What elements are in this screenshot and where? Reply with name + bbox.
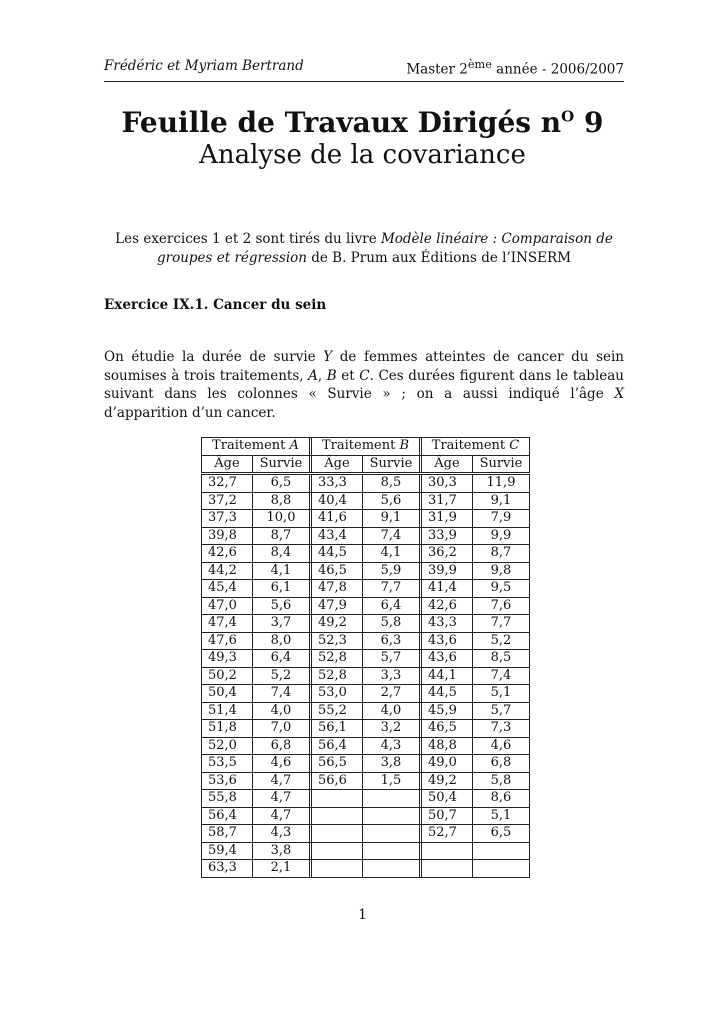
survie-cell: 3,7: [253, 615, 310, 633]
survie-cell: 2,1: [253, 860, 310, 878]
age-cell: 37,2: [202, 492, 253, 510]
survie-cell: 8,8: [253, 492, 310, 510]
survie-cell: 5,6: [253, 597, 310, 615]
survie-cell: 4,7: [253, 790, 310, 808]
table-column-header: [202, 455, 530, 474]
survie-cell: 7,9: [473, 510, 530, 528]
para-text: et: [336, 367, 360, 384]
age-cell: 58,7: [202, 825, 253, 843]
survie-cell: 7,4: [363, 527, 420, 545]
survie-cell: 6,5: [253, 474, 310, 493]
intro-book-title: Modèle linéaire : Comparaison de groupes et régression: [156, 231, 613, 266]
age-cell: 46,5: [312, 562, 363, 580]
age-cell: 40,4: [312, 492, 363, 510]
survie-cell: 8,7: [253, 527, 310, 545]
title-sup: O: [561, 107, 575, 126]
age-cell: 47,6: [202, 632, 253, 650]
age-cell: 52,8: [312, 667, 363, 685]
table-row: [202, 562, 530, 580]
table-row: [202, 860, 530, 878]
col-survie: Survie: [363, 455, 420, 474]
col-survie: Survie: [253, 455, 310, 474]
survie-cell: 2,7: [363, 685, 420, 703]
header-course: [406, 58, 624, 78]
age-cell: 50,2: [202, 667, 253, 685]
age-cell: 47,8: [312, 580, 363, 598]
survie-cell: 3,8: [253, 842, 310, 860]
age-cell: 52,8: [312, 650, 363, 668]
survie-cell: 4,0: [253, 702, 310, 720]
survie-cell: 4,3: [363, 737, 420, 755]
survie-cell: 5,1: [473, 807, 530, 825]
header-course-level: Master 2: [406, 61, 468, 78]
survie-cell: 3,8: [363, 755, 420, 773]
group-letter: A: [289, 438, 299, 453]
col-age: Âge: [312, 455, 363, 474]
group-letter: B: [399, 438, 410, 453]
page-title: [0, 106, 725, 139]
age-cell: 43,6: [422, 650, 473, 668]
header-course-sup: ème: [467, 58, 492, 71]
survie-cell: 5,9: [363, 562, 420, 580]
age-cell: 52,0: [202, 737, 253, 755]
header-course-year: année - 2006/2007: [491, 61, 624, 78]
survie-cell: 4,1: [253, 562, 310, 580]
survie-cell: 6,4: [253, 650, 310, 668]
col-survie: Survie: [473, 455, 530, 474]
survie-cell: 9,1: [473, 492, 530, 510]
table-row: [202, 545, 530, 563]
age-cell: 43,6: [422, 632, 473, 650]
table-row: [202, 510, 530, 528]
survie-cell: 7,3: [473, 720, 530, 738]
table-body: [202, 474, 530, 878]
age-cell: 39,8: [202, 527, 253, 545]
table-group-header: [202, 438, 530, 456]
survie-cell: [363, 842, 420, 860]
para-text: de femmes atteintes de cancer du sein soumises à trois traitements,: [104, 349, 625, 384]
age-cell: 46,5: [422, 720, 473, 738]
survie-cell: 10,0: [253, 510, 310, 528]
survie-cell: 8,7: [473, 545, 530, 563]
survie-cell: 3,2: [363, 720, 420, 738]
table-row: [202, 825, 530, 843]
survie-cell: 8,6: [473, 790, 530, 808]
var-a: A: [308, 367, 318, 384]
age-cell: 55,2: [312, 702, 363, 720]
survie-cell: 7,7: [363, 580, 420, 598]
survie-cell: 5,2: [473, 632, 530, 650]
group-header-c: [422, 438, 530, 456]
age-cell: 56,4: [312, 737, 363, 755]
survie-cell: 11,9: [473, 474, 530, 493]
age-cell: 45,4: [202, 580, 253, 598]
survie-cell: [473, 842, 530, 860]
age-cell: 30,3: [422, 474, 473, 493]
age-cell: 31,9: [422, 510, 473, 528]
survie-cell: [363, 825, 420, 843]
age-cell: 63,3: [202, 860, 253, 878]
survie-cell: 4,1: [363, 545, 420, 563]
table-row: [202, 597, 530, 615]
survival-table: [201, 437, 530, 878]
page-subtitle: Analyse de la covariance: [199, 140, 526, 170]
age-cell: 43,4: [312, 527, 363, 545]
survie-cell: 5,6: [363, 492, 420, 510]
para-text: . Ces durées figurent dans le tableau suivant dans les colonnes « Survie » ; on a aussi indiqué l’âge: [104, 367, 624, 402]
age-cell: 51,4: [202, 702, 253, 720]
age-cell: 52,3: [312, 632, 363, 650]
survie-cell: 9,1: [363, 510, 420, 528]
page-number: 1: [358, 907, 367, 923]
age-cell: [312, 807, 363, 825]
group-label: Traitement: [431, 438, 510, 453]
var-x: X: [614, 386, 624, 402]
survie-cell: 7,0: [253, 720, 310, 738]
para-text: d’apparition d’un cancer.: [104, 404, 276, 421]
survie-cell: 8,5: [363, 474, 420, 493]
table-row: [202, 580, 530, 598]
table-row: [202, 667, 530, 685]
survie-cell: 9,9: [473, 527, 530, 545]
survie-cell: 5,7: [363, 650, 420, 668]
age-cell: 47,4: [202, 615, 253, 633]
group-header-a: [202, 438, 310, 456]
age-cell: 49,2: [422, 772, 473, 790]
survie-cell: 3,3: [363, 667, 420, 685]
survie-cell: 5,8: [473, 772, 530, 790]
age-cell: 45,9: [422, 702, 473, 720]
table-row: [202, 650, 530, 668]
age-cell: 33,3: [312, 474, 363, 493]
age-cell: 59,4: [202, 842, 253, 860]
age-cell: 31,7: [422, 492, 473, 510]
age-cell: 39,9: [422, 562, 473, 580]
age-cell: 49,0: [422, 755, 473, 773]
group-header-b: [312, 438, 420, 456]
table-row: [202, 685, 530, 703]
col-age: Âge: [422, 455, 473, 474]
group-letter: C: [509, 438, 520, 453]
age-cell: 53,0: [312, 685, 363, 703]
age-cell: 42,6: [422, 597, 473, 615]
var-c: C: [359, 367, 370, 384]
age-cell: 56,6: [312, 772, 363, 790]
survie-cell: 8,5: [473, 650, 530, 668]
exercise-paragraph: [104, 348, 624, 422]
survie-cell: 9,8: [473, 562, 530, 580]
survie-cell: 8,0: [253, 632, 310, 650]
age-cell: [312, 790, 363, 808]
age-cell: 56,5: [312, 755, 363, 773]
group-label: Traitement: [321, 438, 400, 453]
title-text: Feuille de Travaux Dirigés n: [121, 106, 562, 139]
survie-cell: [363, 790, 420, 808]
survie-cell: [473, 860, 530, 878]
var-y: Y: [323, 349, 333, 365]
table-row: [202, 737, 530, 755]
survie-cell: [363, 860, 420, 878]
survie-cell: 5,2: [253, 667, 310, 685]
table-row: [202, 772, 530, 790]
survie-cell: 8,4: [253, 545, 310, 563]
age-cell: 41,4: [422, 580, 473, 598]
table-row: [202, 527, 530, 545]
age-cell: 44,1: [422, 667, 473, 685]
table-row: [202, 632, 530, 650]
age-cell: 36,2: [422, 545, 473, 563]
age-cell: 49,2: [312, 615, 363, 633]
age-cell: [422, 860, 473, 878]
survie-cell: 6,5: [473, 825, 530, 843]
age-cell: 47,9: [312, 597, 363, 615]
para-text: On étudie la durée de survie: [104, 349, 324, 365]
age-cell: 41,6: [312, 510, 363, 528]
table-row: [202, 720, 530, 738]
age-cell: 56,4: [202, 807, 253, 825]
survie-cell: 6,4: [363, 597, 420, 615]
age-cell: 50,4: [422, 790, 473, 808]
survie-cell: 4,6: [473, 737, 530, 755]
age-cell: [422, 842, 473, 860]
age-cell: 32,7: [202, 474, 253, 493]
age-cell: [312, 860, 363, 878]
age-cell: 48,8: [422, 737, 473, 755]
survie-cell: 5,7: [473, 702, 530, 720]
age-cell: 55,8: [202, 790, 253, 808]
table-row: [202, 842, 530, 860]
age-cell: 47,0: [202, 597, 253, 615]
survie-cell: 7,6: [473, 597, 530, 615]
table-row: [202, 702, 530, 720]
survie-cell: 4,6: [253, 755, 310, 773]
survie-cell: 4,0: [363, 702, 420, 720]
table-row: [202, 755, 530, 773]
intro-text-2: de B. Prum aux Éditions de l’INSERM: [306, 250, 572, 266]
var-b: B: [326, 367, 337, 384]
survie-cell: 7,7: [473, 615, 530, 633]
survie-cell: 6,3: [363, 632, 420, 650]
title-number: 9: [574, 106, 604, 139]
age-cell: [312, 842, 363, 860]
age-cell: [312, 825, 363, 843]
age-cell: 44,5: [422, 685, 473, 703]
survie-cell: 6,8: [473, 755, 530, 773]
survie-cell: 1,5: [363, 772, 420, 790]
exercise-title: Exercice IX.1. Cancer du sein: [104, 297, 327, 313]
table-row: [202, 615, 530, 633]
survie-cell: 7,4: [253, 685, 310, 703]
para-text: ,: [317, 367, 327, 384]
survie-cell: 7,4: [473, 667, 530, 685]
age-cell: 43,3: [422, 615, 473, 633]
col-age: Âge: [202, 455, 253, 474]
survie-cell: 6,1: [253, 580, 310, 598]
table-row: [202, 790, 530, 808]
table-row: [202, 807, 530, 825]
age-cell: 50,7: [422, 807, 473, 825]
table-row: [202, 492, 530, 510]
age-cell: 44,5: [312, 545, 363, 563]
survie-cell: 5,1: [473, 685, 530, 703]
intro-text-1: Les exercices 1 et 2 sont tirés du livre: [115, 231, 381, 247]
age-cell: 33,9: [422, 527, 473, 545]
survie-cell: [363, 807, 420, 825]
age-cell: 53,5: [202, 755, 253, 773]
age-cell: 51,8: [202, 720, 253, 738]
survie-cell: 4,7: [253, 807, 310, 825]
table-row: [202, 474, 530, 493]
age-cell: 42,6: [202, 545, 253, 563]
age-cell: 49,3: [202, 650, 253, 668]
age-cell: 56,1: [312, 720, 363, 738]
survie-cell: 5,8: [363, 615, 420, 633]
survie-cell: 4,7: [253, 772, 310, 790]
survie-cell: 4,3: [253, 825, 310, 843]
survie-cell: 6,8: [253, 737, 310, 755]
age-cell: 37,3: [202, 510, 253, 528]
header-authors: Frédéric et Myriam Bertrand: [104, 58, 304, 74]
age-cell: 50,4: [202, 685, 253, 703]
group-label: Traitement: [212, 438, 290, 453]
intro-paragraph: [104, 230, 624, 268]
age-cell: 52,7: [422, 825, 473, 843]
page-header: [104, 58, 624, 82]
survie-cell: 9,5: [473, 580, 530, 598]
age-cell: 44,2: [202, 562, 253, 580]
age-cell: 53,6: [202, 772, 253, 790]
